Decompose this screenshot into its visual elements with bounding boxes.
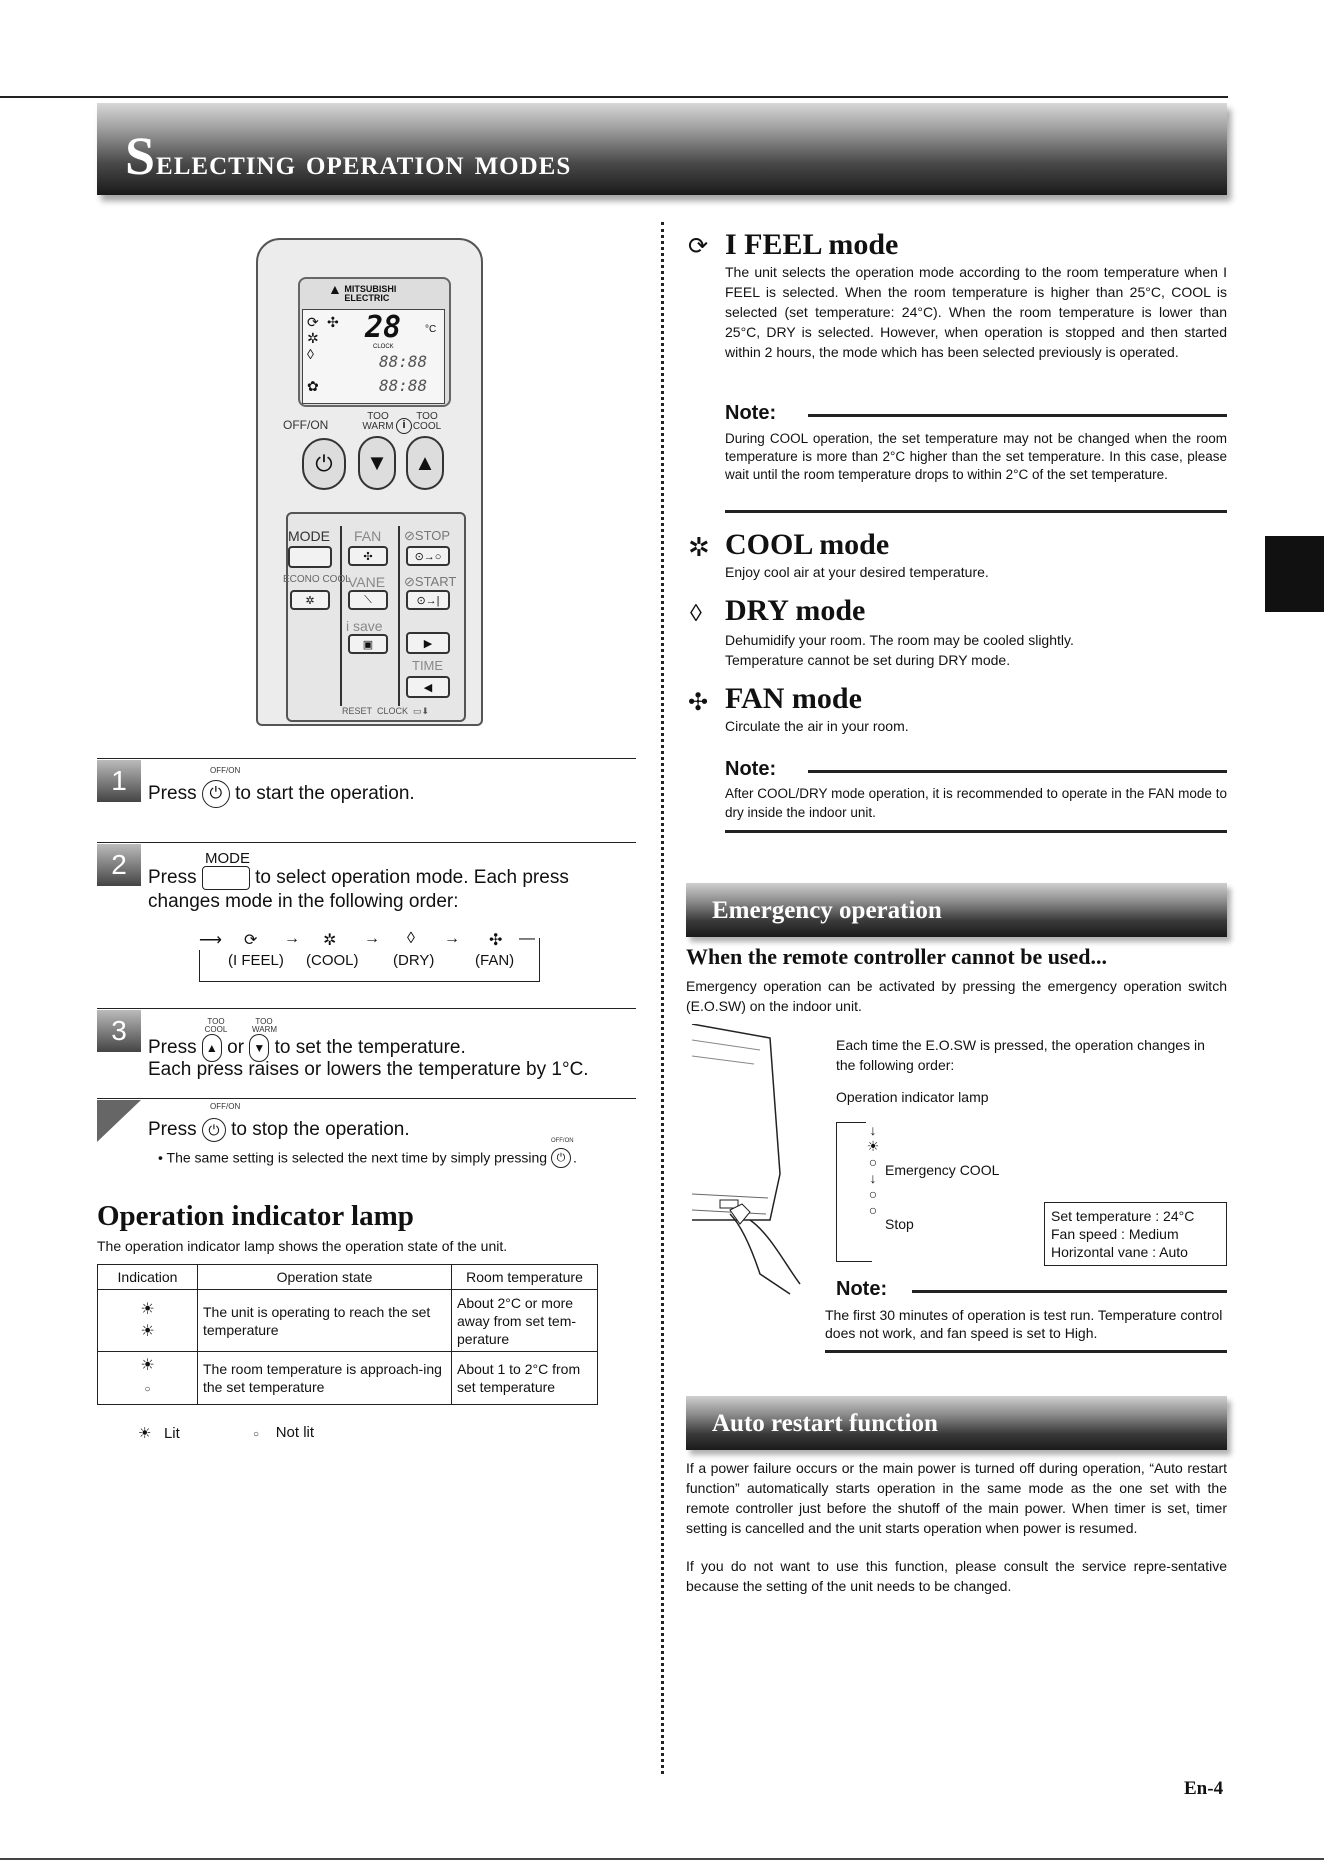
triangle-down-icon: ▼ — [366, 450, 388, 475]
step-3-number: 3 — [97, 1010, 141, 1052]
step-4-text: Press ⏻ to stop the operation. — [148, 1119, 410, 1141]
indoor-unit-illustration — [690, 1024, 830, 1304]
fan-icon: ✣ — [327, 314, 339, 330]
mode-order-ifeel: (I FEEL) — [228, 952, 284, 969]
step-1-text: Press ⏻ to start the operation. — [148, 780, 415, 808]
remote-down-button[interactable] — [358, 436, 396, 490]
setting-temperature: Set temperature : 24°C — [1051, 1208, 1195, 1224]
note-2-bottom-rule — [725, 830, 1227, 833]
remote-start-button[interactable]: ⊙→| — [406, 590, 450, 610]
lamp-lit-lit-icon: ☀ ☀ — [98, 1290, 198, 1352]
remote-too-cool-label: TOO COOL — [412, 411, 442, 432]
remote-panel-divider-2 — [398, 526, 400, 706]
emergency-settings-box — [1044, 1202, 1227, 1266]
mode-order-dry: (DRY) — [393, 952, 435, 969]
step-3-text-line2: Each press raises or lowers the temperature by 1°C. — [148, 1059, 589, 1080]
power-icon: ⏻ — [315, 451, 333, 476]
table-cell: The room temperature is approach-ing the set temperature — [198, 1352, 452, 1405]
remote-vane-button[interactable]: ⟍ — [348, 590, 388, 610]
emergency-text: Emergency operation can be activated by pressing the emergency operation switch (E.O.SW) on the indoor unit. — [686, 978, 1227, 1014]
not-lit-icon: ○ — [253, 1429, 260, 1440]
i-feel-icon: ⟳ — [688, 233, 709, 260]
fan-icon: ✣ — [489, 932, 503, 949]
remote-fan-button[interactable]: ✣ — [348, 546, 388, 566]
note-3-text: The first 30 minutes of operation is test run. Temperature control does not work, and fan speed is set to High. — [825, 1307, 1223, 1341]
remote-bottom-labels: RESET CLOCK ▭⬇ — [342, 706, 430, 716]
step-4-button-label: OFF/ON — [210, 1102, 241, 1111]
cool-icon: ✲ — [323, 932, 337, 949]
setting-vane: Horizontal vane : Auto — [1051, 1244, 1188, 1260]
ifeel-title: I FEEL mode — [725, 228, 899, 261]
fan-text: Circulate the air in your room. — [725, 718, 909, 734]
fan-icon: ✣ — [688, 689, 709, 716]
setting-fan-speed: Fan speed : Medium — [1051, 1226, 1179, 1242]
lcd-mode-icons: ⟳ ✲ ◊ ✿ — [307, 314, 319, 394]
step-3-too-warm-label: TOO WARM — [252, 1017, 278, 1034]
col-room-temperature: Room temperature — [452, 1265, 598, 1290]
autorestart-banner — [686, 1396, 1227, 1450]
table-row — [98, 1290, 598, 1352]
note-1-rule — [808, 414, 1227, 417]
col-operation-state: Operation state — [198, 1265, 452, 1290]
step-3-too-cool-label: TOO COOL — [204, 1017, 228, 1034]
step-4-bullet: • The same setting is selected the next time by simply pressing OFF/ON ⏻ . — [158, 1148, 577, 1170]
bottom-rule — [0, 1858, 1324, 1860]
note-1-bottom-rule — [725, 510, 1227, 513]
remote-mode-button[interactable] — [288, 546, 332, 568]
emergency-stop-item: Stop — [885, 1216, 914, 1232]
step-1-number: 1 — [97, 760, 141, 802]
page-title: Selecting operation modes — [125, 126, 572, 186]
remote-isave-button[interactable]: ▣ — [348, 634, 388, 654]
cool-text: Enjoy cool air at your desired temperature. — [725, 564, 989, 580]
step-1-button-label: OFF/ON — [210, 766, 241, 775]
i-feel-icon: ⟳ — [244, 932, 258, 949]
column-divider — [661, 222, 664, 1774]
note-2-rule — [808, 770, 1227, 773]
emergency-cycle-icons: ↓ ☀ ○ ↓ ○ ○ — [866, 1122, 880, 1218]
reverse-icon: ◀ — [423, 681, 433, 694]
power-button-icon: ⏻ — [202, 780, 230, 808]
power-button-icon: ⏻ — [202, 1118, 226, 1142]
step-2-number: 2 — [97, 844, 141, 886]
emergency-banner-title: Emergency operation — [712, 897, 942, 924]
note-2-text: After COOL/DRY mode operation, it is recommended to operate in the FAN mode to dry inside the indoor unit. — [725, 786, 1227, 820]
table-cell: About 1 to 2°C from set temperature — [452, 1352, 598, 1405]
lit-icon: ☀ — [138, 1425, 152, 1442]
remote-isave-label: i save — [346, 618, 383, 634]
step-2-text-line2: changes mode in the following order: — [148, 891, 459, 912]
emergency-banner — [686, 883, 1227, 937]
lcd-time-1: 88:88 — [379, 352, 428, 371]
fan-title: FAN mode — [725, 682, 862, 715]
section-tab — [1265, 536, 1324, 612]
note-1-text: During COOL operation, the set temperature may not be changed when the room temperature is more than 2°C higher than the set temperature. In this case, please wait until the room temperature drops to within 2°C of the set temperature. — [725, 431, 1227, 482]
autorestart-banner-title: Auto restart function — [712, 1410, 938, 1437]
remote-stop-label: ⊘STOP — [404, 528, 451, 543]
remote-time-forward-button[interactable] — [406, 632, 450, 654]
lamp-table — [97, 1264, 598, 1405]
remote-fan-label: FAN — [354, 528, 382, 544]
table-header-row — [98, 1265, 598, 1290]
power-button-icon: ⏻ — [551, 1148, 571, 1168]
dry-text-1: Dehumidify your room. The room may be cooled slightly. — [725, 632, 1074, 648]
up-button-icon: ▲ — [202, 1034, 222, 1062]
lamp-legend-notlit: ○ Not lit — [253, 1424, 315, 1441]
remote-up-button[interactable] — [406, 436, 444, 490]
mode-order-cool: (COOL) — [306, 952, 359, 969]
table-cell: About 2°C or more away from set tem-perature — [452, 1290, 598, 1352]
dry-title: DRY mode — [725, 594, 866, 627]
lamp-description: The operation indicator lamp shows the operation state of the unit. — [97, 1238, 508, 1254]
col-indication: Indication — [98, 1265, 198, 1290]
i-feel-button-icon: i — [396, 418, 412, 434]
remote-offon-label: OFF/ON — [283, 418, 329, 432]
note-3-rule — [912, 1290, 1227, 1293]
page-banner — [97, 103, 1227, 195]
note-3-title: Note: — [836, 1278, 888, 1300]
table-cell: The unit is operating to reach the set temperature — [198, 1290, 452, 1352]
dry-icon: ◊ — [407, 930, 415, 947]
step-2-button-label: MODE — [205, 850, 250, 867]
step-3-text: Press ▲ or ▼ to set the temperature. — [148, 1034, 466, 1062]
step-2-rule — [97, 842, 636, 843]
emergency-order-text: Each time the E.O.SW is pressed, the operation changes in the following order: — [836, 1037, 1205, 1073]
lamp-lit-notlit-icon: ☀ ○ — [98, 1352, 198, 1405]
emergency-cool-item: Emergency COOL — [885, 1162, 1000, 1178]
emergency-subtitle: When the remote controller cannot be used... — [686, 944, 1108, 969]
mode-button-icon — [202, 866, 250, 890]
step-4-marker — [97, 1100, 141, 1142]
dry-text-2: Temperature cannot be set during DRY mode. — [725, 652, 1011, 668]
remote-panel-divider-1 — [340, 526, 342, 706]
step-3-rule — [97, 1008, 636, 1009]
lamp-title: Operation indicator lamp — [97, 1200, 414, 1232]
remote-econo-label: ECONO COOL — [283, 574, 351, 585]
lcd-clock-label: CLOCK — [373, 344, 394, 350]
step-2-text: Press to select operation mode. Each press — [148, 867, 569, 889]
remote-lcd — [302, 309, 445, 404]
remote-econo-button[interactable]: ✲ — [290, 590, 330, 610]
triangle-up-icon: ▲ — [414, 450, 436, 475]
dry-icon: ◊ — [690, 600, 702, 627]
down-button-icon: ▼ — [249, 1034, 269, 1062]
remote-stop-button[interactable]: ⊙→○ — [406, 546, 450, 566]
page-number: En-4 — [1184, 1778, 1224, 1799]
lcd-temp: 28 — [365, 310, 402, 345]
remote-time-label: TIME — [412, 658, 444, 673]
emergency-lamp-label: Operation indicator lamp — [836, 1089, 989, 1105]
lcd-time-2: 88:88 — [379, 376, 428, 395]
remote-offon-button[interactable] — [302, 438, 346, 490]
remote-too-warm-label: TOO WARM — [362, 411, 394, 432]
note-1-title: Note: — [725, 402, 777, 424]
remote-vane-label: VANE — [348, 574, 386, 590]
remote-mode-label: MODE — [288, 528, 330, 544]
step-4-rule — [97, 1098, 636, 1099]
note-3-bottom-rule — [825, 1350, 1227, 1353]
top-rule — [0, 96, 1228, 98]
cool-icon: ✲ — [688, 532, 710, 562]
lamp-legend-lit: ☀ Lit — [138, 1425, 180, 1442]
ifeel-text: The unit selects the operation mode according to the room temperature when I FEEL is selected. When the room temperature is higher than 25°C, COOL is selected (set temperature: 24°C). When the room temperature is lower than 25°C, DRY is selected. However, when operation is stopped and then started within 2 hours, the mode which has been selected previously is operated. — [725, 264, 1227, 360]
step-1-rule — [97, 758, 636, 759]
mode-order-fan: (FAN) — [475, 952, 515, 969]
lcd-unit: °C — [425, 324, 437, 335]
cool-title: COOL mode — [725, 528, 890, 561]
autorestart-text-1: If a power failure occurs or the main power is turned off during operation, “Auto restart function” automatically starts operation in the same mode as the one set with the remote controller just before the shutoff of the main power. When timer is set, timer setting is cancelled and the unit starts operation when power is resumed. — [686, 1460, 1227, 1536]
table-row — [98, 1352, 598, 1405]
remote-start-label: ⊘START — [404, 574, 457, 589]
remote-time-back-button[interactable] — [406, 676, 450, 698]
play-icon: ▶ — [423, 637, 433, 650]
remote-brand-logo: ▲ MITSUBISHI ELECTRIC — [328, 281, 397, 303]
autorestart-text-2: If you do not want to use this function, please consult the service repre-sentative because the setting of the unit needs to be changed. — [686, 1558, 1227, 1594]
note-2-title: Note: — [725, 758, 777, 780]
